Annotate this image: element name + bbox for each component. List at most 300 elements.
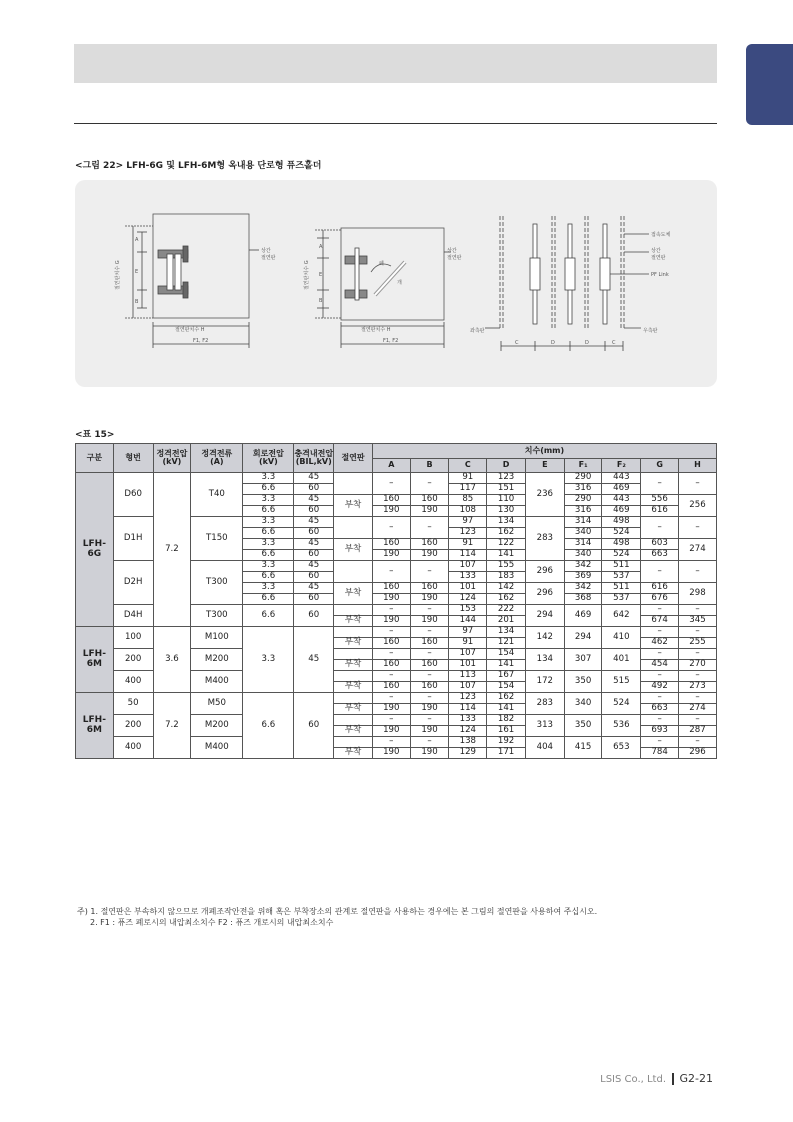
plate-cell — [334, 561, 373, 583]
plate-cell — [334, 715, 373, 726]
plate-cell: 부착 — [334, 638, 373, 649]
e-cell: 134 — [525, 649, 564, 671]
f1-cell: 350 — [564, 671, 602, 693]
d-cell: 192 — [487, 737, 526, 748]
bil-cell: 45 — [294, 627, 334, 693]
c-cell: 113 — [449, 671, 487, 682]
middle-note-bottom: 절연판 — [447, 255, 462, 261]
g-cell: – — [641, 715, 679, 726]
b-cell: 190 — [410, 616, 449, 627]
d-cell: 162 — [487, 594, 526, 605]
bil-cell: 60 — [294, 528, 334, 539]
d-cell: 141 — [487, 704, 526, 715]
h-cell: 287 — [678, 726, 716, 737]
company-name: LSIS Co., Ltd. — [600, 1074, 666, 1085]
g-cell: – — [641, 737, 679, 748]
c-cell: 153 — [449, 605, 487, 616]
b-cell: 190 — [410, 506, 449, 517]
right-contact-label: 접속도체 — [651, 232, 671, 238]
col-g: G — [641, 459, 679, 473]
g-cell: – — [641, 473, 679, 495]
h-cell: – — [678, 473, 716, 495]
b-cell: – — [410, 671, 449, 682]
type-cell: 200 — [113, 649, 153, 671]
left-side-label: 절연판치수 G — [115, 260, 121, 290]
d-cell: 141 — [487, 550, 526, 561]
h-cell: – — [678, 561, 716, 583]
b-cell: 160 — [410, 660, 449, 671]
e-cell: 296 — [525, 561, 564, 583]
section-tab — [746, 44, 793, 125]
c-cell: 97 — [449, 627, 487, 638]
f2-cell: 469 — [602, 506, 641, 517]
plate-cell: 부착 — [334, 495, 373, 517]
g-cell: – — [641, 517, 679, 539]
a-cell: 190 — [372, 726, 410, 737]
left-note-bottom: 절연판 — [261, 255, 276, 261]
middle-note-top: 상간 — [447, 248, 457, 254]
current-cell: M50 — [191, 693, 243, 715]
col-d: D — [487, 459, 526, 473]
f2-cell: 524 — [602, 528, 641, 539]
type-cell: D2H — [113, 561, 153, 605]
f1-cell: 350 — [564, 715, 602, 737]
h-cell: 274 — [678, 539, 716, 561]
circuit-cell: 3.3 — [243, 473, 294, 484]
header-rule — [74, 123, 717, 124]
a-cell: 160 — [372, 682, 410, 693]
current-cell: M400 — [191, 671, 243, 693]
f1-cell: 314 — [564, 517, 602, 528]
d-cell: 154 — [487, 682, 526, 693]
h-cell: 255 — [678, 638, 716, 649]
type-cell: 50 — [113, 693, 153, 715]
plate-cell — [334, 671, 373, 682]
a-cell: 190 — [372, 506, 410, 517]
plate-cell: 부착 — [334, 616, 373, 627]
e-cell: 404 — [525, 737, 564, 759]
b-cell: – — [410, 473, 449, 495]
f2-cell: 511 — [602, 561, 641, 572]
a-cell: 190 — [372, 704, 410, 715]
current-cell: M400 — [191, 737, 243, 759]
b-cell: 160 — [410, 539, 449, 550]
table-row — [76, 693, 717, 704]
f1-cell: 369 — [564, 572, 602, 583]
b-cell: – — [410, 605, 449, 616]
a-cell: – — [372, 561, 410, 583]
middle-label-e: E — [319, 272, 323, 278]
h-cell: – — [678, 671, 716, 682]
d-cell: 183 — [487, 572, 526, 583]
current-cell: M100 — [191, 627, 243, 649]
c-cell: 123 — [449, 528, 487, 539]
f2-cell: 469 — [602, 484, 641, 495]
table-notes — [77, 906, 597, 928]
middle-close-label: 개 — [397, 280, 402, 286]
f1-cell: 307 — [564, 649, 602, 671]
g-cell: 603 — [641, 539, 679, 550]
plate-cell: 부착 — [334, 539, 373, 561]
table-row — [76, 473, 717, 484]
d-cell: 167 — [487, 671, 526, 682]
bil-cell: 60 — [294, 506, 334, 517]
a-cell: – — [372, 627, 410, 638]
b-cell: 160 — [410, 638, 449, 649]
a-cell: 190 — [372, 550, 410, 561]
a-cell: – — [372, 671, 410, 682]
plate-cell — [334, 605, 373, 616]
b-cell: 190 — [410, 748, 449, 759]
circuit-cell: 3.3 — [243, 561, 294, 572]
b-cell: – — [410, 693, 449, 704]
current-cell: M200 — [191, 715, 243, 737]
c-cell: 107 — [449, 561, 487, 572]
plate-cell — [334, 473, 373, 495]
header-band — [74, 44, 717, 83]
col-voltage: 정격전압 (kV) — [153, 444, 191, 473]
a-cell: 190 — [372, 594, 410, 605]
c-cell: 123 — [449, 693, 487, 704]
g-cell: – — [641, 693, 679, 704]
bil-cell: 45 — [294, 539, 334, 550]
f2-cell: 498 — [602, 517, 641, 528]
circuit-cell: 3.3 — [243, 539, 294, 550]
bil-cell: 60 — [294, 594, 334, 605]
a-cell: – — [372, 693, 410, 704]
h-cell: – — [678, 649, 716, 660]
h-cell: 256 — [678, 495, 716, 517]
f1-cell: 469 — [564, 605, 602, 627]
middle-f-label: F1, F2 — [383, 338, 399, 344]
right-dim-d2: D — [585, 340, 589, 346]
type-cell: D4H — [113, 605, 153, 627]
c-cell: 117 — [449, 484, 487, 495]
a-cell: 160 — [372, 638, 410, 649]
f1-cell: 316 — [564, 506, 602, 517]
d-cell: 201 — [487, 616, 526, 627]
f2-cell: 653 — [602, 737, 641, 759]
right-pf-link-label: PF Link — [651, 272, 669, 278]
c-cell: 101 — [449, 583, 487, 594]
g-cell: 616 — [641, 583, 679, 594]
right-phase1-label: 상간 — [651, 248, 661, 254]
col-f1: F₁ — [564, 459, 602, 473]
f2-cell: 498 — [602, 539, 641, 550]
plate-cell — [334, 649, 373, 660]
a-cell: 160 — [372, 660, 410, 671]
c-cell: 97 — [449, 517, 487, 528]
f2-cell: 401 — [602, 649, 641, 671]
e-cell: 296 — [525, 583, 564, 605]
circuit-cell: 6.6 — [243, 506, 294, 517]
d-cell: 123 — [487, 473, 526, 484]
a-cell: 160 — [372, 583, 410, 594]
a-cell: – — [372, 473, 410, 495]
c-cell: 91 — [449, 473, 487, 484]
left-label-a: A — [135, 237, 139, 243]
g-cell: 462 — [641, 638, 679, 649]
plate-cell — [334, 737, 373, 748]
circuit-cell: 6.6 — [243, 572, 294, 583]
f2-cell: 537 — [602, 594, 641, 605]
e-cell: 236 — [525, 473, 564, 517]
current-cell: T150 — [191, 517, 243, 561]
d-cell: 171 — [487, 748, 526, 759]
c-cell: 124 — [449, 726, 487, 737]
circuit-cell: 6.6 — [243, 550, 294, 561]
left-label-b: B — [135, 299, 139, 305]
c-cell: 101 — [449, 660, 487, 671]
col-c: C — [449, 459, 487, 473]
b-cell: – — [410, 627, 449, 638]
a-cell: – — [372, 737, 410, 748]
middle-width-label: 절연판치수 H — [361, 327, 391, 333]
c-cell: 114 — [449, 704, 487, 715]
right-left-plate-label: 좌측판 — [470, 328, 485, 334]
table-caption: <표 15> — [75, 430, 115, 440]
f2-cell: 410 — [602, 627, 641, 649]
g-cell: 693 — [641, 726, 679, 737]
g-cell: 663 — [641, 550, 679, 561]
d-cell: 154 — [487, 649, 526, 660]
plate-cell: 부착 — [334, 583, 373, 605]
col-h: H — [678, 459, 716, 473]
plate-cell: 부착 — [334, 660, 373, 671]
current-cell: T40 — [191, 473, 243, 517]
b-cell: 160 — [410, 583, 449, 594]
figure-caption: <그림 22> LFH-6G 및 LFH-6M형 옥내용 단로형 퓨즈홀더 — [75, 161, 322, 171]
f1-cell: 290 — [564, 473, 602, 484]
left-f-label: F1, F2 — [193, 338, 209, 344]
bil-cell: 60 — [294, 605, 334, 627]
e-cell: 283 — [525, 693, 564, 715]
right-right-plate-label: 우측판 — [643, 328, 658, 334]
right-dim-c1: C — [515, 340, 519, 346]
f2-cell: 515 — [602, 671, 641, 693]
e-cell: 172 — [525, 671, 564, 693]
b-cell: 190 — [410, 550, 449, 561]
d-cell: 182 — [487, 715, 526, 726]
b-cell: – — [410, 737, 449, 748]
group-label: LFH-6G — [76, 473, 114, 627]
d-cell: 134 — [487, 517, 526, 528]
g-cell: – — [641, 605, 679, 616]
a-cell: 160 — [372, 495, 410, 506]
g-cell: – — [641, 627, 679, 638]
c-cell: 91 — [449, 539, 487, 550]
d-cell: 134 — [487, 627, 526, 638]
type-cell: 200 — [113, 715, 153, 737]
f2-cell: 524 — [602, 550, 641, 561]
figure-panel — [75, 180, 717, 387]
g-cell: 674 — [641, 616, 679, 627]
fuse-holder-spec-table — [75, 443, 717, 759]
e-cell: 283 — [525, 517, 564, 561]
c-cell: 138 — [449, 737, 487, 748]
c-cell: 114 — [449, 550, 487, 561]
h-cell: 274 — [678, 704, 716, 715]
footer-separator — [672, 1073, 674, 1085]
current-cell: T300 — [191, 605, 243, 627]
c-cell: 91 — [449, 638, 487, 649]
f1-cell: 415 — [564, 737, 602, 759]
h-cell: – — [678, 737, 716, 748]
b-cell: – — [410, 517, 449, 539]
g-cell: – — [641, 671, 679, 682]
note-2: 2. F1 : 퓨즈 폐로시의 내압최소치수 F2 : 퓨즈 개로시의 내압최소치수 — [90, 918, 334, 927]
group-label: LFH-6M — [76, 693, 114, 759]
h-cell: 298 — [678, 583, 716, 605]
voltage-cell: 7.2 — [153, 693, 191, 759]
col-a: A — [372, 459, 410, 473]
d-cell: 110 — [487, 495, 526, 506]
col-group: 구분 — [76, 444, 114, 473]
g-cell: – — [641, 649, 679, 660]
bil-cell: 60 — [294, 572, 334, 583]
c-cell: 124 — [449, 594, 487, 605]
bil-cell: 45 — [294, 517, 334, 528]
plate-cell — [334, 517, 373, 539]
col-impulse: 충격내전압 (BIL,kV) — [294, 444, 334, 473]
f2-cell: 524 — [602, 693, 641, 715]
a-cell: 190 — [372, 748, 410, 759]
f1-cell: 314 — [564, 539, 602, 550]
f2-cell: 642 — [602, 605, 641, 627]
col-b: B — [410, 459, 449, 473]
plate-cell: 부착 — [334, 748, 373, 759]
c-cell: 108 — [449, 506, 487, 517]
b-cell: 190 — [410, 594, 449, 605]
h-cell: – — [678, 517, 716, 539]
circuit-cell: 3.3 — [243, 627, 294, 693]
type-cell: D1H — [113, 517, 153, 561]
col-circuit: 회로전압 (kV) — [243, 444, 294, 473]
b-cell: – — [410, 649, 449, 660]
c-cell: 133 — [449, 715, 487, 726]
circuit-cell: 6.6 — [243, 693, 294, 759]
circuit-cell: 6.6 — [243, 484, 294, 495]
bil-cell: 60 — [294, 484, 334, 495]
b-cell: – — [410, 715, 449, 726]
bil-cell: 60 — [294, 550, 334, 561]
c-cell: 133 — [449, 572, 487, 583]
g-cell: – — [641, 561, 679, 583]
f1-cell: 340 — [564, 528, 602, 539]
f1-cell: 342 — [564, 561, 602, 572]
f1-cell: 294 — [564, 627, 602, 649]
right-dim-c2: C — [612, 340, 616, 346]
type-cell: D60 — [113, 473, 153, 517]
middle-label-b: B — [319, 298, 323, 304]
f1-cell: 342 — [564, 583, 602, 594]
bil-cell: 45 — [294, 583, 334, 594]
fuse-holder-drawings — [75, 180, 717, 387]
b-cell: 190 — [410, 704, 449, 715]
left-label-e: E — [135, 269, 139, 275]
a-cell: – — [372, 517, 410, 539]
f1-cell: 316 — [564, 484, 602, 495]
bil-cell: 45 — [294, 495, 334, 506]
circuit-cell: 3.3 — [243, 517, 294, 528]
type-cell: 400 — [113, 671, 153, 693]
col-dims: 치수(mm) — [372, 444, 716, 459]
plate-cell: 부착 — [334, 726, 373, 737]
d-cell: 155 — [487, 561, 526, 572]
h-cell: 296 — [678, 748, 716, 759]
group-label: LFH-6M — [76, 627, 114, 693]
h-cell: – — [678, 693, 716, 704]
right-dim-d1: D — [551, 340, 555, 346]
bil-cell: 45 — [294, 473, 334, 484]
middle-open-label: 폐 — [379, 261, 384, 267]
f1-cell: 290 — [564, 495, 602, 506]
d-cell: 141 — [487, 660, 526, 671]
circuit-cell: 6.6 — [243, 605, 294, 627]
circuit-cell: 6.6 — [243, 594, 294, 605]
b-cell: – — [410, 561, 449, 583]
middle-label-a: A — [319, 244, 323, 250]
g-cell: 663 — [641, 704, 679, 715]
g-cell: 556 — [641, 495, 679, 506]
f1-cell: 340 — [564, 550, 602, 561]
d-cell: 162 — [487, 693, 526, 704]
g-cell: 784 — [641, 748, 679, 759]
f2-cell: 511 — [602, 583, 641, 594]
col-e: E — [525, 459, 564, 473]
d-cell: 122 — [487, 539, 526, 550]
circuit-cell: 6.6 — [243, 528, 294, 539]
voltage-cell: 7.2 — [153, 473, 191, 627]
plate-cell: 부착 — [334, 682, 373, 693]
d-cell: 121 — [487, 638, 526, 649]
b-cell: 160 — [410, 682, 449, 693]
current-cell: T300 — [191, 561, 243, 605]
page-number: G2-21 — [679, 1072, 713, 1085]
page-footer — [600, 1072, 713, 1085]
bil-cell: 60 — [294, 693, 334, 759]
diagram-front-view — [485, 216, 649, 351]
plate-cell — [334, 693, 373, 704]
e-cell: 142 — [525, 627, 564, 649]
col-current: 정격전류 (A) — [191, 444, 243, 473]
c-cell: 85 — [449, 495, 487, 506]
type-cell: 400 — [113, 737, 153, 759]
h-cell: – — [678, 715, 716, 726]
bil-cell: 45 — [294, 561, 334, 572]
plate-cell — [334, 627, 373, 638]
g-cell: 492 — [641, 682, 679, 693]
e-cell: 294 — [525, 605, 564, 627]
d-cell: 151 — [487, 484, 526, 495]
e-cell: 313 — [525, 715, 564, 737]
f2-cell: 443 — [602, 495, 641, 506]
d-cell: 162 — [487, 528, 526, 539]
col-f2: F₂ — [602, 459, 641, 473]
f2-cell: 537 — [602, 572, 641, 583]
a-cell: – — [372, 715, 410, 726]
h-cell: 270 — [678, 660, 716, 671]
f2-cell: 536 — [602, 715, 641, 737]
table-row — [76, 627, 717, 638]
b-cell: 160 — [410, 495, 449, 506]
circuit-cell: 3.3 — [243, 583, 294, 594]
left-width-label: 절연판치수 H — [175, 327, 205, 333]
col-plate: 절연판 — [334, 444, 373, 473]
g-cell: 676 — [641, 594, 679, 605]
c-cell: 129 — [449, 748, 487, 759]
f1-cell: 340 — [564, 693, 602, 715]
